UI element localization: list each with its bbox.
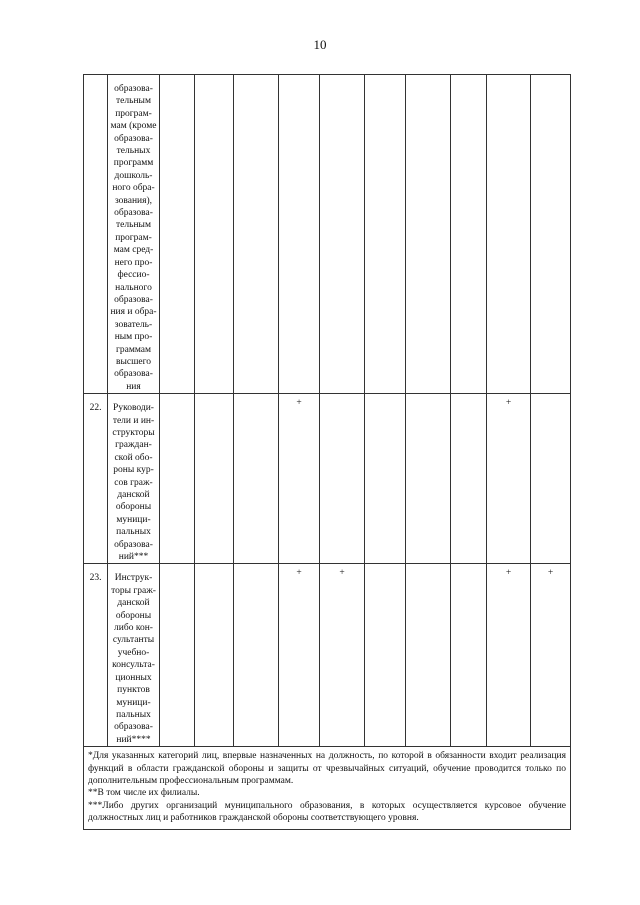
mark-cell (406, 564, 451, 747)
footnotes-row (84, 747, 571, 829)
row-number: 23. (84, 564, 108, 747)
mark-cell (160, 564, 195, 747)
category-name-line: высшего (115, 356, 152, 367)
category-name-line: учебно- (117, 647, 150, 658)
table-row (84, 75, 571, 394)
training-table (83, 74, 571, 830)
category-name-line: данской (117, 598, 150, 609)
mark-cell (365, 394, 406, 564)
category-name-line: нального (115, 282, 152, 293)
category-name-line: ний**** (116, 734, 151, 745)
category-name-line: обороны (115, 502, 152, 513)
category-name-line: Руководи- (113, 403, 154, 414)
table-row (84, 394, 571, 564)
category-name-line: пунктов (117, 685, 150, 696)
category-name-line: обороны (115, 610, 152, 621)
page-number: 10 (313, 37, 327, 52)
mark-cell: + (279, 564, 320, 747)
mark-cell (234, 394, 279, 564)
category-name-line: структоры (112, 427, 155, 438)
category-name-line: образова- (114, 369, 153, 380)
category-name-line: ния (126, 381, 141, 392)
category-name-line: тели и ин- (112, 415, 155, 426)
category-name-line: тельных (116, 146, 151, 157)
category-name-line: ний*** (118, 552, 149, 563)
footnotes (84, 747, 571, 829)
category-name-line: мам (кроме (110, 121, 157, 132)
mark-cell (531, 394, 571, 564)
category-name-line: програм- (115, 232, 152, 243)
category-name-line: муници- (116, 514, 151, 525)
row-number (84, 75, 108, 394)
mark-cell (279, 75, 320, 394)
category-name-line: образова- (114, 84, 153, 94)
row-category-name (108, 394, 160, 564)
category-name-line: ционных (115, 672, 152, 683)
mark-cell (195, 394, 234, 564)
mark-cell: + (531, 564, 571, 747)
category-name-line: образова- (114, 294, 153, 305)
category-name-line: тельным (116, 220, 151, 231)
row-category-name (108, 564, 160, 747)
table-row (84, 564, 571, 747)
mark-cell (234, 564, 279, 747)
mark-cell: + (487, 564, 531, 747)
row-number: 22. (84, 394, 108, 564)
mark-cell (365, 564, 406, 747)
category-name-line: дошколь- (114, 170, 153, 181)
footnote-1: *Для указанных категорий лиц, впервые назначенных на должность, по которой в обязанности входит реализация функций в области гражданской обороны и защиты от чрезвычайных ситуаций, обучение проводится только по дополнительным профессиональным программам. (88, 751, 566, 786)
category-name-line: либо кон- (114, 623, 153, 634)
row-category-name (108, 75, 160, 394)
category-name-line: граммам (115, 344, 152, 355)
category-name-line: мам сред- (113, 245, 154, 256)
footnote-3: ***Либо других организаций муниципального образования, в которых осуществляется курсовое обучение должностных лиц и работников гражданской обороны соответствующего уровня. (88, 800, 566, 824)
mark-cell (451, 75, 487, 394)
category-name-line: муници- (116, 697, 151, 708)
category-name-line: ным про- (114, 332, 153, 343)
category-name-line: программ (113, 158, 154, 169)
category-name-line: торы граж- (111, 585, 156, 596)
mark-cell (451, 564, 487, 747)
mark-cell (160, 75, 195, 394)
mark-cell (234, 75, 279, 394)
mark-cell (487, 75, 531, 394)
category-name-line: него про- (114, 257, 153, 268)
category-name-line: образова- (114, 539, 153, 550)
category-name-line: зования), (114, 195, 153, 206)
category-name-line: образова- (114, 133, 153, 144)
category-name-line: образова- (114, 722, 153, 733)
category-name-line: пальных (116, 709, 151, 720)
footnote-2: **В том числе их филиалы. (88, 788, 200, 799)
mark-cell (195, 75, 234, 394)
category-name-line: ской обо- (114, 452, 153, 463)
mark-cell: + (320, 564, 365, 747)
category-name-line: сов граж- (114, 477, 153, 488)
category-name-line: граждан- (115, 440, 152, 451)
category-name-line: роны кур- (113, 465, 154, 476)
category-name-line: фессио- (117, 270, 150, 281)
category-name-line: сультанты (112, 635, 155, 646)
mark-cell: + (487, 394, 531, 564)
mark-cell (195, 564, 234, 747)
category-name-line: ного обра- (112, 183, 155, 194)
category-name-line: зователь- (114, 319, 153, 330)
mark-cell (365, 75, 406, 394)
category-name-line: пальных (116, 527, 151, 538)
mark-cell (406, 394, 451, 564)
mark-cell (320, 394, 365, 564)
category-name-line: ния и обра- (110, 307, 157, 318)
mark-cell (406, 75, 451, 394)
category-name-line: данской (117, 490, 150, 500)
mark-cell (451, 394, 487, 564)
category-name-line: тельным (116, 96, 151, 107)
category-name-line: образова- (114, 208, 153, 219)
mark-cell (531, 75, 571, 394)
category-name-line: консульта- (112, 660, 155, 671)
mark-cell: + (279, 394, 320, 564)
mark-cell (320, 75, 365, 394)
category-name-line: Инструк- (114, 573, 153, 584)
category-name-line: програм- (115, 108, 152, 119)
mark-cell (160, 394, 195, 564)
